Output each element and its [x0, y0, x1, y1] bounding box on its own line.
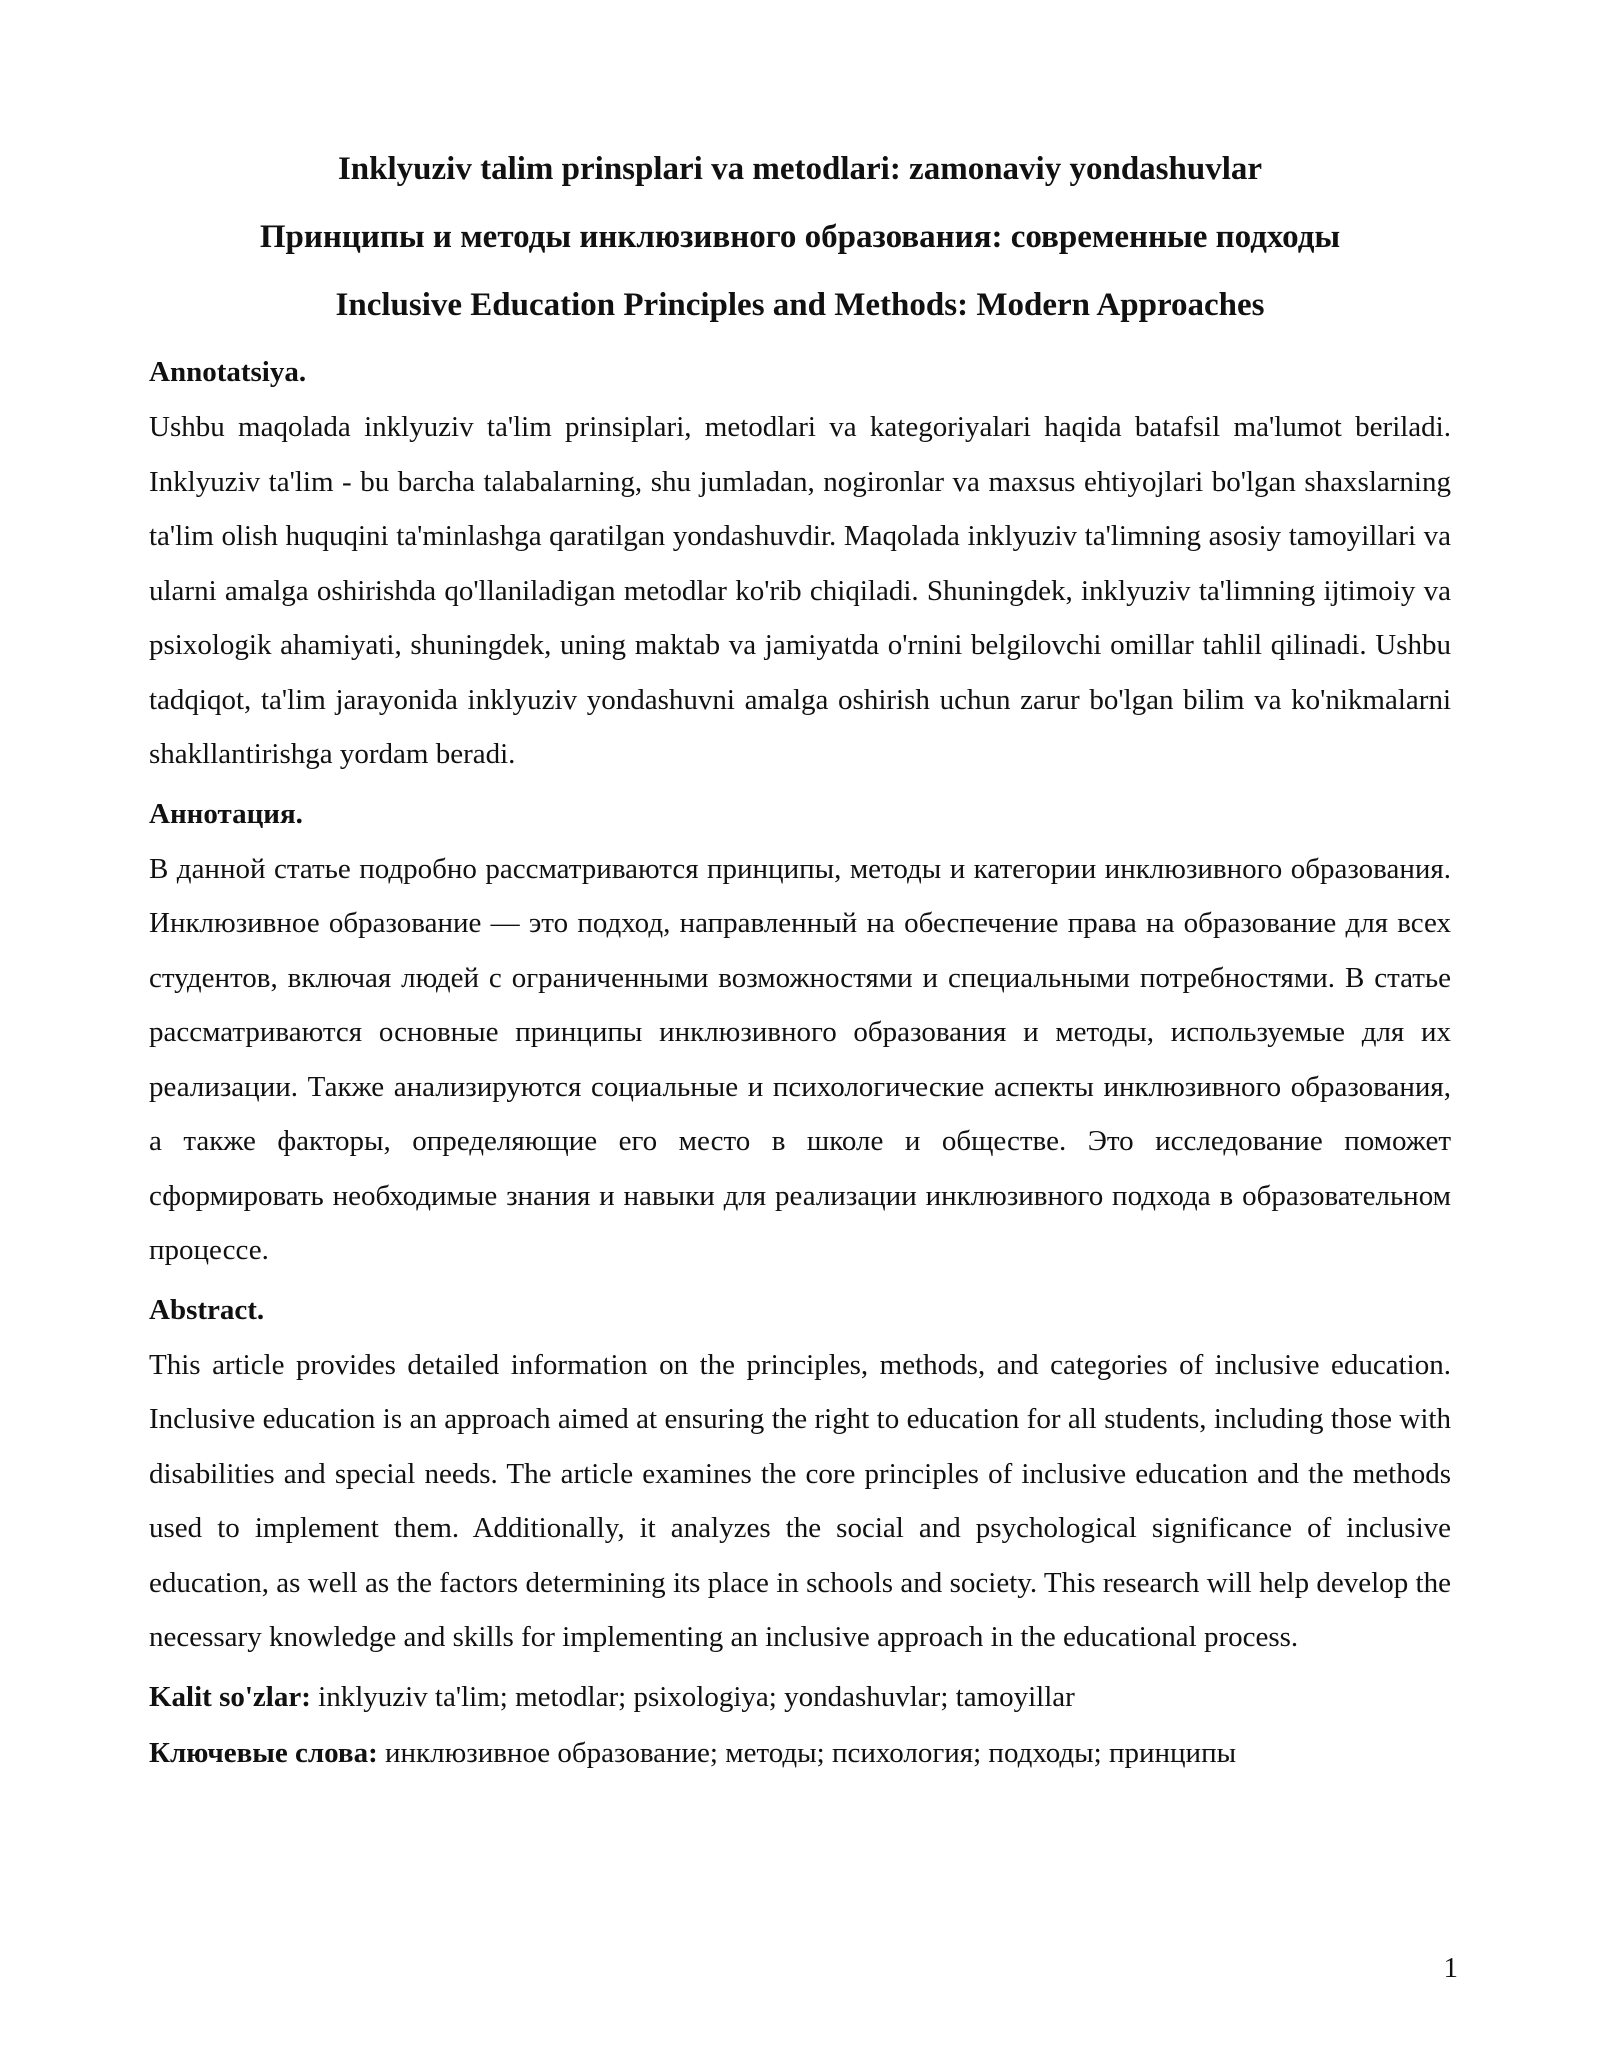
keywords-uzbek: [149, 1669, 1451, 1725]
abstract-uzbek-section: [149, 352, 1451, 782]
title-russian: Принципы и методы инклюзивного образования: современные подходы: [259, 219, 1341, 255]
keywords-russian-text: инклюзивное образование; методы; психология; подходы; принципы: [377, 1736, 1237, 1769]
page-content: [149, 148, 1451, 1781]
abstract-english-heading: Abstract.: [149, 1293, 265, 1326]
title-uzbek: Inklyuziv talim prinsplari va metodlari: zamonaviy yondashuvlar: [337, 151, 1263, 187]
abstract-russian-heading: Аннотация.: [149, 797, 303, 830]
keywords-russian-label: Ключевые слова:: [149, 1736, 378, 1769]
keywords-russian: [149, 1725, 1451, 1781]
page-number: 1: [1443, 1952, 1458, 1984]
title-english: Inclusive Education Principles and Methods: Modern Approaches: [335, 287, 1265, 323]
keywords-uzbek-text: inklyuziv ta'lim; metodlar; psixologiya; yondashuvlar; tamoyillar: [310, 1680, 1075, 1713]
abstract-uzbek-text: Ushbu maqolada inklyuziv ta'lim prinsiplari, metodlari va kategoriyalari haqida batafsil ma'lumot beriladi. Inklyuziv ta'lim - bu barcha talabalarning, shu jumladan, nogironlar va maxsus ehtiyojlari bo'lgan shaxslarning ta'lim olish huquqini ta'minlashga qaratilgan yondashuvdir. Maqolada inklyuziv ta'limning asosiy tamoyillari va ularni amalga oshirishda qo'llaniladigan metodlar ko'rib chiqiladi. Shuningdek, inklyuziv ta'limning ijtimoiy va psixologik ahamiyati, shuningdek, uning maktab va jamiyatda o'rnini belgilovchi omillar tahlil qilinadi. Ushbu tadqiqot, ta'lim jarayonida inklyuziv yondashuvni amalga oshirish uchun zarur bo'lgan bilim va ko'nikmalarni shakllantirishga yordam beradi.: [149, 411, 1451, 770]
abstract-english-text: This article provides detailed information on the principles, methods, and categories of inclusive education. Inclusive education is an approach aimed at ensuring the right to education for all students, including those with disabilities and special needs. The article examines the core principles of inclusive education and the methods used to implement them. Additionally, it analyzes the social and psychological significance of inclusive education, as well as the factors determining its place in schools and society. This research will help develop the necessary knowledge and skills for implementing an inclusive approach in the educational process.: [149, 1348, 1451, 1653]
abstract-english-section: [149, 1290, 1451, 1665]
keywords-uzbek-label: Kalit so'zlar:: [149, 1680, 311, 1713]
abstract-russian-section: [149, 794, 1451, 1278]
titles-block: [149, 148, 1451, 326]
abstract-uzbek-heading: Annotatsiya.: [149, 356, 307, 388]
abstract-russian-text: В данной статье подробно рассматриваются принципы, методы и категории инклюзивного образования. Инклюзивное образование — это подход, направленный на обеспечение права на образование для всех студентов, включая людей с ограниченными возможностями и специальными потребностями. В статье рассматриваются основные принципы инклюзивного образования и методы, используемые для их реализации. Также анализируются социальные и психологические аспекты инклюзивного образования, а также факторы, определяющие его место в школе и обществе. Это исследование поможет сформировать необходимые знания и навыки для реализации инклюзивного подхода в образовательном процессе.: [149, 852, 1451, 1266]
